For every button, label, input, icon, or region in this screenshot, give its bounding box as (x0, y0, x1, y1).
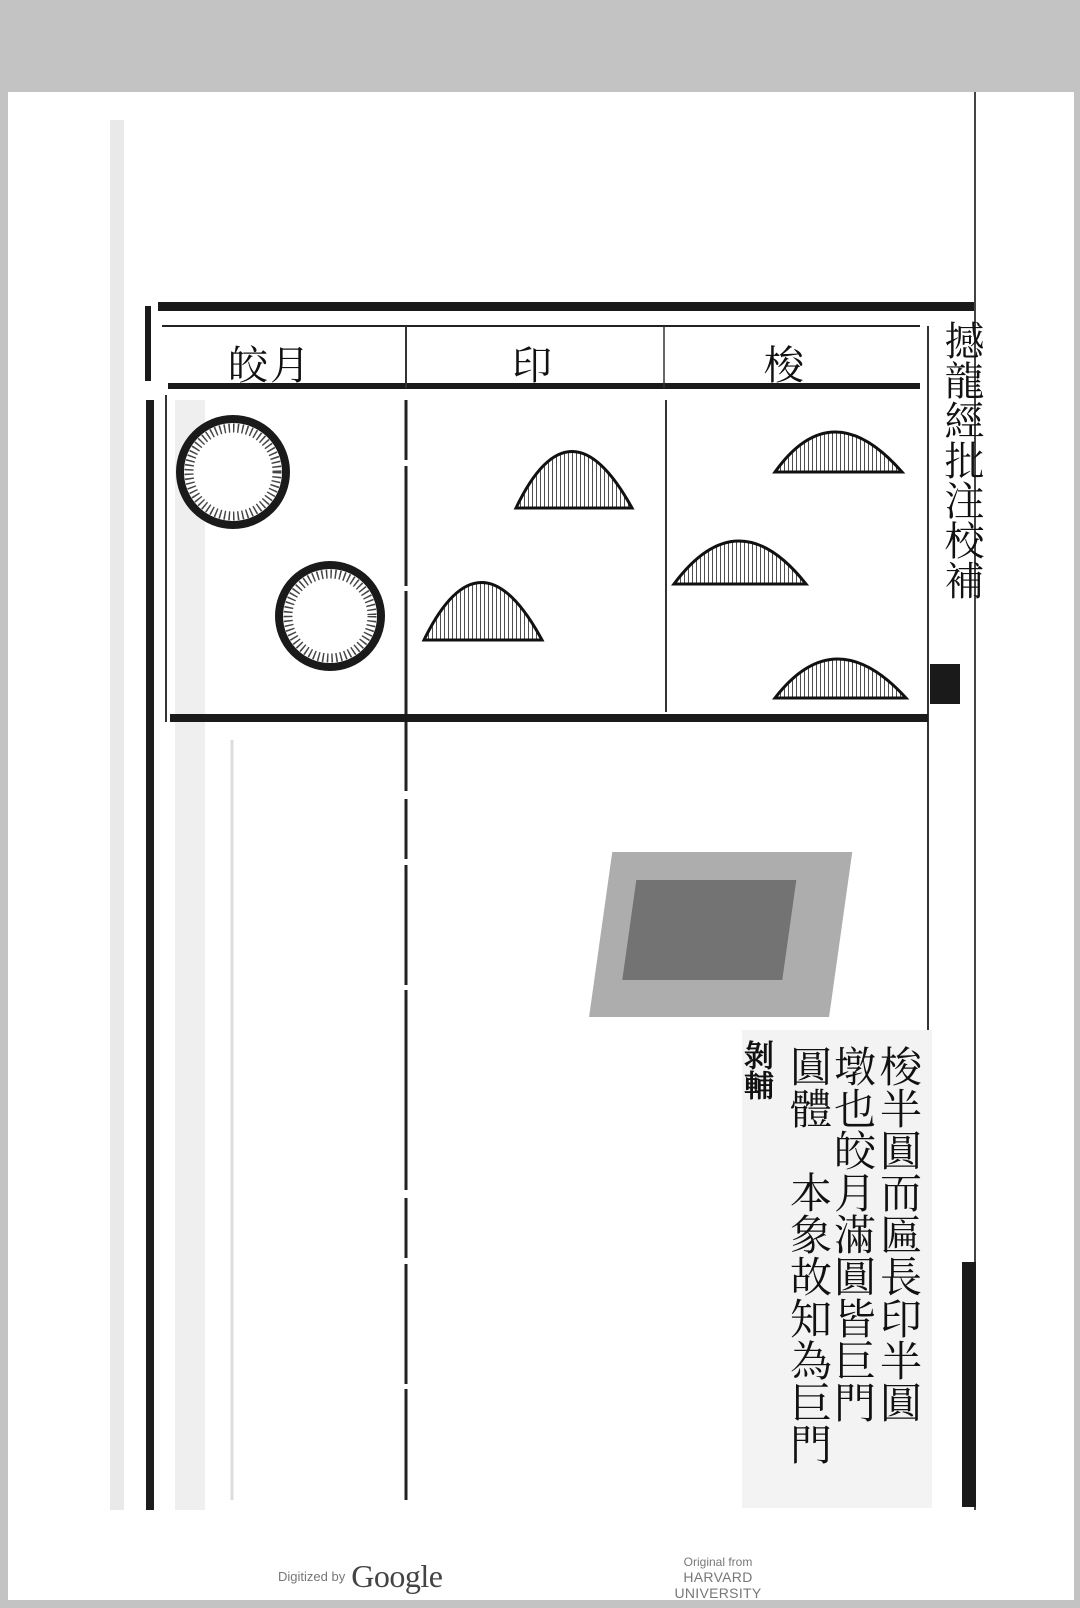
right-lower-border (962, 1262, 976, 1507)
column-label-seal: 印 (512, 343, 554, 389)
original-from-harvard (643, 1555, 793, 1601)
left-margin-shadow (110, 120, 124, 1510)
commentary-line-2: 墩也皎月滿圓皆巨門 (828, 1045, 877, 1423)
margin-book-title: 撼龍經批注校補 (938, 320, 984, 600)
shuttle-shape-3 (775, 659, 906, 698)
column-label-shuttle: 梭 (764, 343, 806, 389)
left-faded-column (175, 400, 205, 1510)
bright-moon-shape-2 (279, 565, 381, 667)
bright-moon-shape-1 (180, 419, 286, 525)
digitized-by-google (278, 1558, 442, 1595)
original-from-label: Original from (683, 1555, 753, 1569)
top-border-thick (158, 302, 976, 311)
shuttle-shape-2 (674, 541, 806, 584)
commentary-line-3: 圓體 本象故知為巨門 (784, 1045, 833, 1465)
seal-shape-1 (516, 452, 632, 509)
commentary-line-1: 梭半圓而匾長印半圓 (874, 1045, 923, 1423)
column-label-bright-moon: 皎月 (228, 343, 312, 389)
shuttle-shape-1 (775, 432, 902, 472)
header-left-edge (145, 306, 151, 381)
digitized-prefix: Digitized by (278, 1569, 346, 1584)
commentary-annotation: 剝輔 (738, 1040, 773, 1100)
right-edge-block (930, 664, 960, 704)
google-logo: Google (351, 1558, 443, 1594)
seal-shape-2 (424, 583, 542, 641)
grid-bottom-border (170, 714, 928, 722)
left-outer-border (146, 400, 154, 1510)
ink-smudge-inner (622, 880, 796, 980)
harvard-university-label: HARVARD UNIVERSITY (674, 1569, 762, 1601)
